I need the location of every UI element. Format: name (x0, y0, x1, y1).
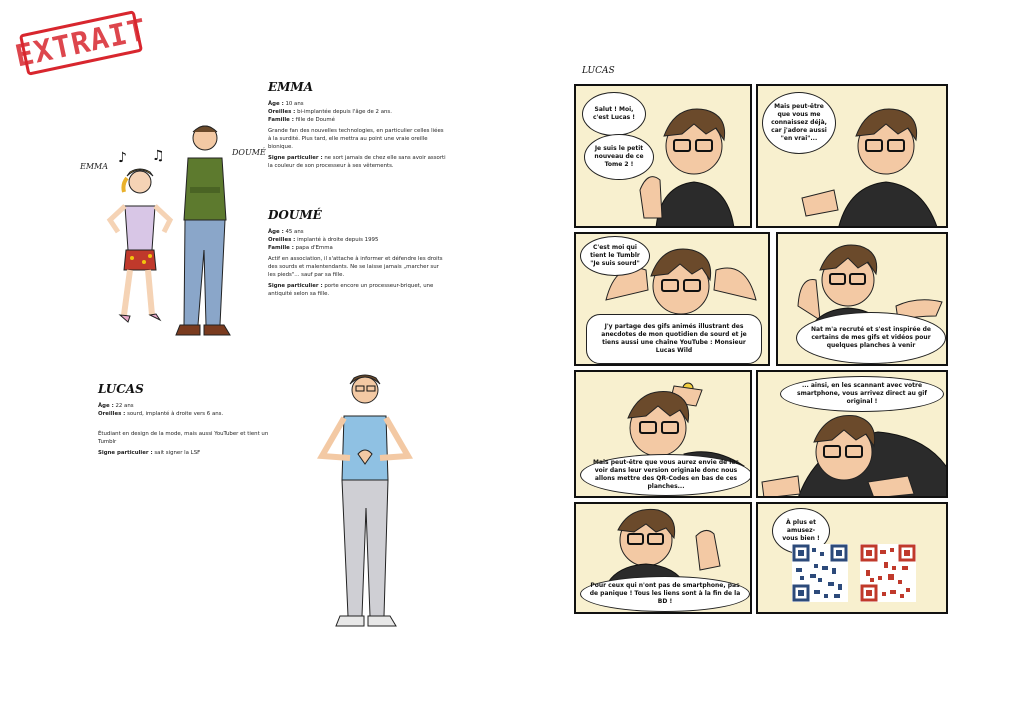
doume-sign: porte encore un processeur-briquet, une antiquité selon sa fille. (268, 283, 434, 297)
lucas-age: 22 ans (115, 403, 134, 409)
panel-2-bubble-1: Mais peut-être que vous me connaissez déjà, car j'adore aussi "en vrai"... (762, 92, 836, 154)
comic-panel-3 (574, 232, 770, 366)
panel-3-bubble-1: C'est moi qui tient le Tumblr "Je suis sourd" (580, 236, 650, 276)
doume-sign-label: Signe particulier : (268, 283, 323, 289)
lucas-ears: sourd, implanté à droite vers 6 ans. (127, 411, 224, 417)
comic-panel-7 (574, 502, 752, 614)
emma-age-label: Âge : (268, 101, 284, 107)
panel-8-bubble-1: À plus et amusez-vous bien ! (772, 508, 830, 554)
emma-doume-illustration (80, 110, 260, 350)
comic-panel-4 (776, 232, 948, 366)
doume-age: 45 ans (285, 229, 304, 235)
lucas-sign: sait signer la LSF (154, 450, 201, 456)
panel-1-bubble-2: Je suis le petit nouveau de ce Tome 2 ! (584, 134, 654, 180)
panel-6-bubble-1: ... ainsi, en les scannant avec votre smartphone, vous arrivez direct au gif original ! (780, 376, 944, 412)
panel-7-bubble-1: Pour ceux qui n'ont pas de smartphone, pas de panique ! Tous les liens sont à la fin de la BD ! (580, 576, 750, 612)
panel-4-bubble-1: Nat m'a recruté et s'est inspirée de certains de mes gifs et vidéos pour quelques planches à venir (796, 312, 946, 364)
doume-drawing-label: DOUMÉ (232, 148, 266, 157)
doume-family: papa d'Emma (295, 245, 333, 251)
emma-ears-label: Oreilles : (268, 109, 296, 115)
doume-bio: Actif en association, il s'attache à informer et défendre les droits des sourds et malentendants. Ne se laisse jamais „marcher sur les pieds"... sauf par sa fille. (268, 256, 443, 278)
lucas-illustration (310, 368, 420, 638)
emma-drawing-label: EMMA (80, 162, 108, 171)
qr-code-icon (792, 544, 848, 602)
qr-code-icon (860, 544, 916, 602)
doume-ears: implanté à droite depuis 1995 (297, 237, 379, 243)
svg-text:♫: ♫ (152, 148, 165, 164)
emma-family: fille de Doumé (295, 117, 335, 123)
emma-age: 10 ans (285, 101, 304, 107)
panel-1-bubble-1: Salut ! Moi, c'est Lucas ! (582, 92, 646, 136)
panel-3-bubble-2: J'y partage des gifs animés illustrant des anecdotes de mon quotidien de sourd et je tiens aussi une chaîne YouTube : Monsieur Lucas Wild (586, 314, 762, 364)
emma-family-label: Famille : (268, 117, 294, 123)
emma-sign-label: Signe particulier : (268, 155, 323, 161)
comic-panel-5 (574, 370, 752, 498)
stamp-text: EXTRAIT (12, 12, 150, 74)
comic-panel-1 (574, 84, 752, 228)
lucas-bio: Étudiant en design de la mode, mais aussi YouTuber et tient un Tumblr (98, 431, 269, 445)
lucas-title: LUCAS (98, 382, 144, 396)
svg-text:♪: ♪ (118, 150, 127, 166)
emma-sign: ne sort jamais de chez elle sans avoir assorti la couleur de son processeur à ses vêtements. (268, 155, 446, 169)
comic-panel-2 (756, 84, 948, 228)
emma-ears: bi-implantée depuis l'âge de 2 ans. (297, 109, 392, 115)
emma-title: EMMA (268, 80, 314, 94)
lucas-age-label: Âge : (98, 403, 114, 409)
comic-panel-6 (756, 370, 948, 498)
lucas-ears-label: Oreilles : (98, 411, 126, 417)
comic-panel-8 (756, 502, 948, 614)
doume-family-label: Famille : (268, 245, 294, 251)
emma-bio: Grande fan des nouvelles technologies, en particulier celles liées à la surdité. Plus tard, elle mettra au point une vraie oreille bionique. (268, 128, 444, 150)
doume-info (268, 228, 448, 301)
lucas-info (98, 402, 288, 460)
panel-5-bubble-1: Mais peut-être que vous aurez envie de les voir dans leur version originale donc nous allons mettre des QR-Codes en bas de ces planches... (580, 454, 752, 496)
doume-ears-label: Oreilles : (268, 237, 296, 243)
doume-age-label: Âge : (268, 229, 284, 235)
comic-page-label: LUCAS (582, 66, 615, 76)
emma-info (268, 100, 448, 173)
lucas-sign-label: Signe particulier : (98, 450, 153, 456)
doume-title: DOUMÉ (268, 208, 322, 222)
